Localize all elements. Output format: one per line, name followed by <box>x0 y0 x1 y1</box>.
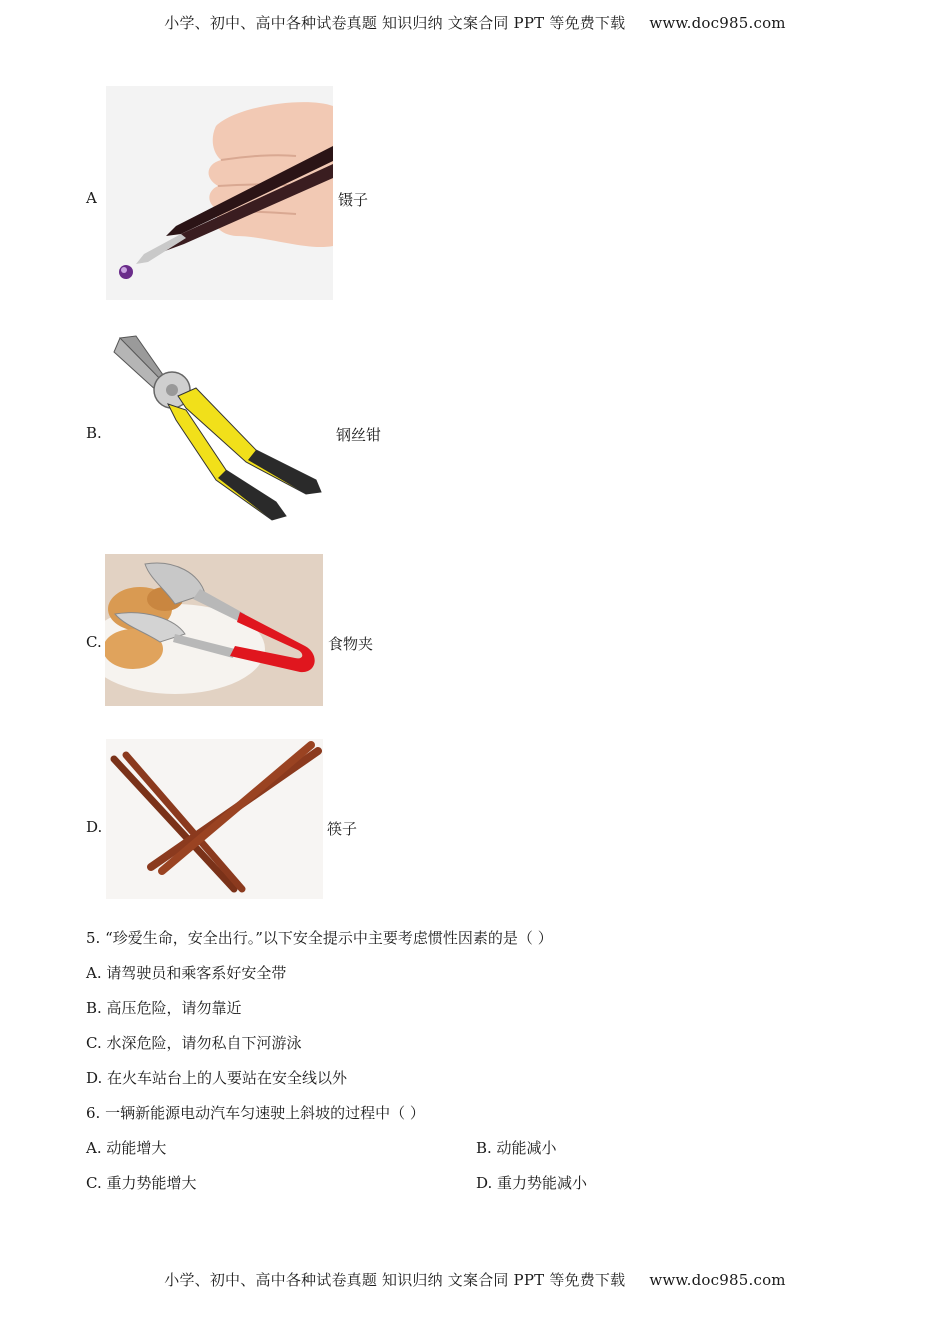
page-footer <box>0 1269 950 1290</box>
option-c-letter: C. <box>86 633 102 651</box>
q6-option-c: C. 重力势能增大 <box>86 1174 197 1192</box>
q5-option-b: B. 高压危险，请勿靠近 <box>86 999 242 1017</box>
food-tongs-photo <box>105 554 323 706</box>
chopsticks-photo <box>106 739 323 899</box>
q6-option-d: D. 重力势能减小 <box>476 1174 588 1192</box>
footer-url: www.doc985.com <box>649 1271 786 1289</box>
page-header <box>0 12 950 33</box>
q5-stem: 5. “珍爱生命，安全出行。”以下安全提示中主要考虑惯性因素的是（ ） <box>86 929 553 947</box>
option-b-letter: B. <box>86 424 102 442</box>
option-c-caption: 食物夹 <box>328 635 374 653</box>
tweezers-photo <box>106 86 333 300</box>
option-b-caption: 钢丝钳 <box>336 426 382 444</box>
pliers-photo <box>106 330 331 528</box>
tweezers-illustration <box>106 86 333 300</box>
q6-option-b: B. 动能减小 <box>476 1139 557 1157</box>
q6-stem: 6. 一辆新能源电动汽车匀速驶上斜坡的过程中（ ） <box>86 1104 425 1122</box>
option-d-caption: 筷子 <box>327 820 358 838</box>
pliers-illustration <box>106 330 331 528</box>
q5-option-a: A. 请驾驶员和乘客系好安全带 <box>86 964 287 982</box>
option-a-letter: A <box>86 189 97 207</box>
q6-option-a: A. 动能增大 <box>86 1139 167 1157</box>
header-url: www.doc985.com <box>649 14 786 32</box>
footer-text: 小学、初中、高中各种试卷真题 知识归纳 文案合同 PPT 等免费下载 <box>164 1271 626 1289</box>
food-tongs-illustration <box>105 554 323 706</box>
option-a-caption: 镊子 <box>338 191 369 209</box>
q5-option-d: D. 在火车站台上的人要站在安全线以外 <box>86 1069 348 1087</box>
header-text: 小学、初中、高中各种试卷真题 知识归纳 文案合同 PPT 等免费下载 <box>164 14 626 32</box>
q5-option-c: C. 水深危险，请勿私自下河游泳 <box>86 1034 302 1052</box>
chopsticks-illustration <box>106 739 323 899</box>
option-d-letter: D. <box>86 818 103 836</box>
